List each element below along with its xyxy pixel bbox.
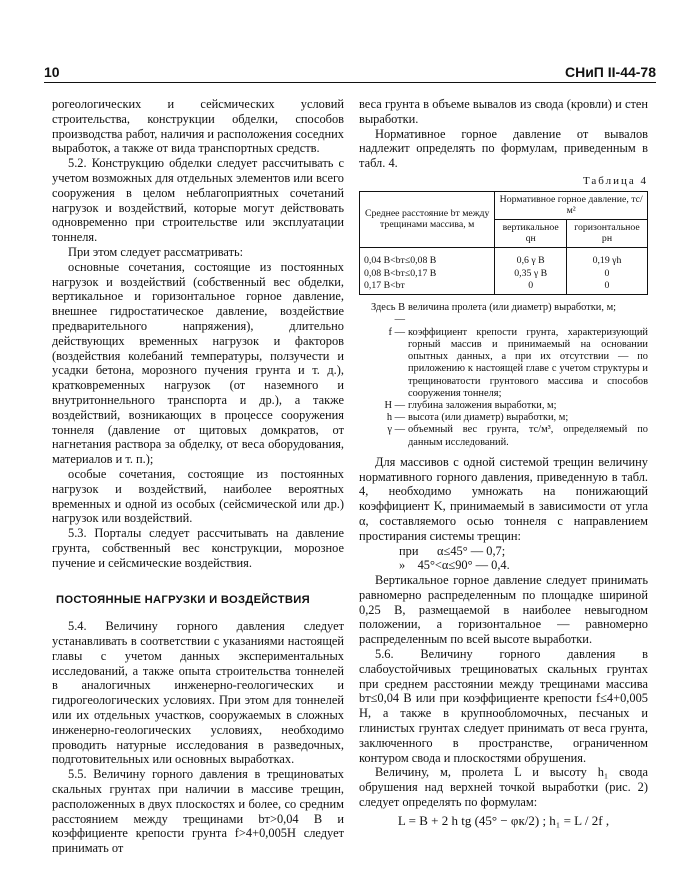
page-header — [44, 62, 656, 83]
paragraph-5-3: 5.3. Порталы следует рассчитывать на давление грунта, собственный вес конструкции, морозное пучение и сейсмические воздействия. — [52, 526, 344, 570]
paragraph-5-5: 5.5. Величину горного давления в трещиноватых скальных грунтах при наличии в массиве трещин, расположенных в двух плоскостях и более, со средним расстоянием между трещинами bт>0,04 B и коэффициенте крепости грунта f>4+0,005H следует принимать от — [52, 767, 344, 856]
paragraph: При этом следует рассматривать: — [68, 244, 244, 259]
paragraph-5-6: 5.6. Величину горного давления в слабоустойчивых трещиноватых скальных грунтах при среднем расстоянии между трещинами массива bт≤0,04 B или при коэффициенте крепости f≤4+0,005 H, а также в крупнообломочных, песчаных и глинистых грунтах следует принимать от веса грунта, заключенного в пространстве, ограниченном контуром свода и плоскостями обрушения. — [359, 647, 648, 765]
paragraph-5-2: 5.2. Конструкцию обделки следует рассчитывать с учетом возможных для отдельных элементов или всего сооружения в целом неблагоприятных сочетаний нагрузок и воздействий, которые могут действовать одновременно при строительстве или эксплуатации тоннеля. — [52, 156, 344, 245]
table-row: 0,17 B<bт 0 0 — [360, 280, 648, 295]
page-number: 10 — [44, 64, 60, 80]
table-header-horizontal: горизонтальное pн — [567, 219, 648, 247]
paragraph: Величину, м, пролета L и высоту h₁ свода обрушения над верхней точкой выработки (рис. 2) следует определять по формулам: — [359, 765, 648, 810]
table-row: 0,08 B<bт≤0,17 B 0,35 γ B 0 — [360, 268, 648, 280]
table-caption: Таблица 4 — [582, 174, 648, 187]
table-header-spacing: Среднее расстояние bт между трещинами массива, м — [360, 191, 495, 247]
table-4 — [359, 191, 648, 296]
angle-conditions: при α≤45° — 0,7; » 45°<α≤90° — 0,4. — [399, 543, 510, 573]
right-column — [359, 97, 648, 829]
paragraph: Вертикальное горное давление следует принимать равномерно распределенным по площадке шириной 0,25 B, размещаемой в наиболее невыгодном положении, а горизонтальное — равномерно распределенным по всей высоте выработки. — [359, 573, 648, 647]
left-column — [52, 97, 344, 856]
paragraph: Нормативное горное давление от вывалов надлежит определять по формулам, приведенным в табл. 4. — [359, 126, 648, 171]
paragraph: веса грунта в объеме вывалов из свода (кровли) и стен выработки. — [359, 97, 648, 126]
paragraph-special-combinations: особые сочетания, состоящие из постоянных нагрузок и воздействий, наиболее вероятных временных и одной из особых (сейсмической или др.) нагрузок или воздействий. — [52, 466, 344, 526]
document-code: СНиП II-44-78 — [564, 64, 656, 80]
paragraph: рогеологических и сейсмических условий строительства, конструкции обделки, способов производства работ, наличия и расположения соседних выработок, а также от вида транспортных средств. — [52, 97, 344, 156]
section-title: ПОСТОЯННЫЕ НАГРУЗКИ И ВОЗДЕЙСТВИЯ — [56, 593, 310, 606]
table-header-pressure: Нормативное горное давление, тс/м² — [495, 191, 648, 219]
table-header-vertical: вертикальное qн — [495, 219, 567, 247]
table-notes: Здесь B — величина пролета (или диаметр) выработки, м; f — коэффициент крепости грунта, характеризующий горный массив и принимаемый на основании опытных данных, а при их отсутствии — по приложению к настоящей главе с учетом структуры и трещиноватости грунтового массива и способов сооружения тоннеля; H — глубина заложения выработки, м; h — высота (или диаметр) выработки, м; γ — объемный вес грунта, тс/м³, определяемый по данным исследований. — [371, 302, 648, 448]
table-row: 0,04 B<bт≤0,08 B 0,6 γ B 0,19 γh — [360, 247, 648, 268]
formula: L = B + 2 h tg (45° − φк/2) ; h₁ = L / 2f , — [397, 812, 610, 828]
paragraph-5-4: 5.4. Величину горного давления следует устанавливать в соответствии с указаниями настоящей главы с учетом данных экспериментальных исследований, а также опыта строительства тоннелей в аналогичных инженерно-геологических и гидрогеологических условиях. При этом для тоннелей или их отдельных участков, сооружаемых в сложных инженерно-геологических условиях, необходимо проводить натурные исследования в разведочных, подготовительных или основных выработках. — [52, 619, 344, 767]
paragraph: Для массивов с одной системой трещин величину нормативного горного давления, приведенную в табл. 4, необходимо умножать на понижающий коэффициент K, принимаемый в зависимости от угла α, составляемого осью тоннеля с направлением простирания системы трещин: — [359, 454, 648, 543]
paragraph-basic-combinations: основные сочетания, состоящие из постоянных нагрузок и воздействий (собственный вес обделки, вертикальное и горизонтальное горное давление, внешнее гидростатическое давление, воздействие предварительного напряжения), длительно действующих временных нагрузок и факторов (воздействия колебаний температуры, ползучести и усадки бетона, морозного пучения грунта и т. д.), кратковременных нагрузок (от наземного и внутритоннельного транспорта и др.), а также воздействий, возникающих в процессе сооружения тоннеля (давление от щитовых домкратов, от нагнетания раствора за обделку, от веса оборудования, материалов и т. п.); — [52, 259, 344, 467]
